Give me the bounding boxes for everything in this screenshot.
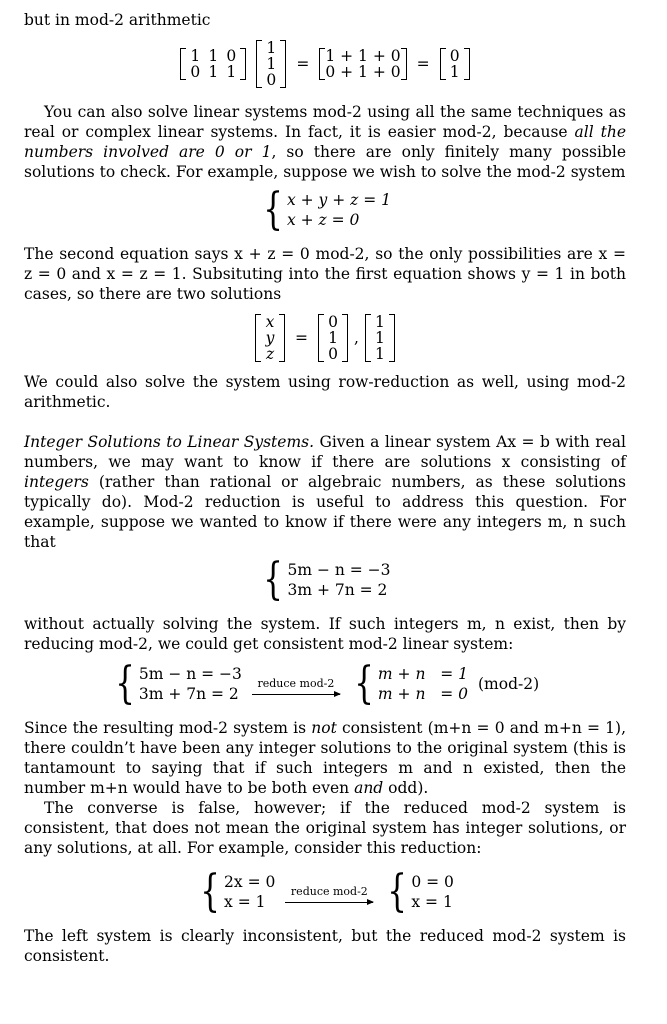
paragraph-7: The converse is false, however; if the reduced mod-2 system is consistent, that does not mean the original system has integer solutions, or any solutions, at all. For example, consider this reduction: <box>24 799 626 857</box>
paragraph-8: The left system is clearly inconsistent, but the reduced mod-2 system is consistent. <box>24 927 626 965</box>
paragraph-4: Integer Solutions to Linear Systems. Given a linear system Ax = b with real numbers, we may want to know if there are solutions x consisting of integers (rather than rational or algebraic numbers, as these solutions typically do). Mod-2 reduction is useful to address this question. For example, suppose we wanted to know if there were any integers m, n such that <box>24 433 626 551</box>
paragraph-5: without actually solving the system. If such integers m, n exist, then by reducing mod-2, we could get consistent mod-2 linear system: <box>24 615 626 653</box>
reduction-2: { 2x = 0 x = 1 reduce mod-2 { 0 = 0 x = 1 <box>200 866 454 917</box>
matrix-mid: 1 + 1 + 0 0 + 1 + 0 <box>319 48 406 80</box>
system-1: { x + y + z = 1 x + z = 0 <box>263 184 392 235</box>
intro-text: but in mod-2 arithmetic <box>24 11 211 29</box>
section-heading: Integer Solutions to Linear Systems. <box>24 433 315 451</box>
system-2: { 5m − n = −3 3m + 7n = 2 <box>263 554 391 605</box>
paragraph-3: We could also solve the system using row-reduction as well, using mod-2 arithmetic. <box>24 373 626 411</box>
matrix-result: 0 1 <box>440 48 470 80</box>
reduction-1: { 5m − n = −3 3m + 7n = 2 reduce mod-2 { m + n = 1 m + n = 0 (mod-2) <box>115 658 540 709</box>
solution-vectors: x y z = 0 1 0 , 1 1 1 <box>24 310 626 366</box>
paragraph-1: You can also solve linear systems mod-2 using all the same techniques as real or complex linear systems. In fact, it is easier mod-2, because all the numbers involved are 0 or 1, so there are only finitely many possible solutions to check. For example, suppose we wish to solve the mod-2 system <box>24 103 627 181</box>
matrix-equation: 1 1 0 0 1 1 1 1 0 = 1 + 1 + 0 0 + 1 + 0 = 0 1 <box>24 36 626 92</box>
paragraph-2: The second equation says x + z = 0 mod-2, so the only possibilities are x = z = 0 and x = z = 1. Subsituting into the first equation shows y = 1 in both cases, so there are two solutions <box>24 245 626 303</box>
matrix-A: 1 1 0 0 1 1 <box>180 48 246 80</box>
vector-v: 1 1 0 <box>256 40 286 88</box>
document-page <box>24 0 626 966</box>
paragraph-6: Since the resulting mod-2 system is not consistent (m+n = 0 and m+n = 1), there couldn’t have been any integer solutions to the original system (this is tantamount to saying that if such integers m and n existed, then the number m+n would have to be both even and odd). <box>24 719 627 797</box>
